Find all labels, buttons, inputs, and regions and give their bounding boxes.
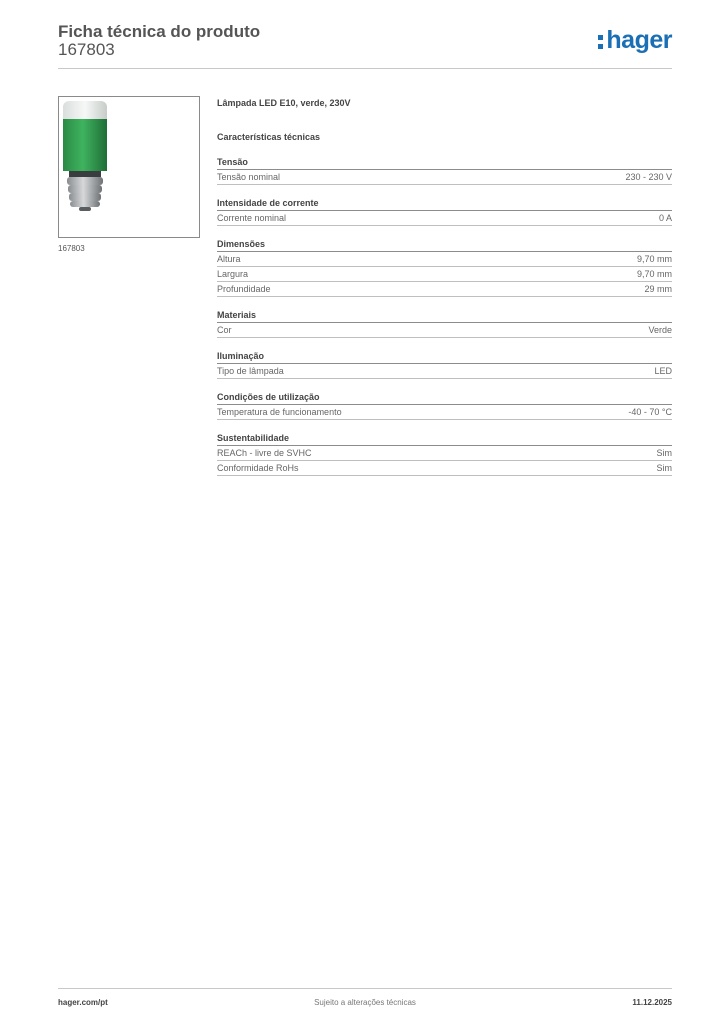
- spec-group-title: Iluminação: [217, 349, 672, 364]
- spec-label: Temperatura de funcionamento: [217, 407, 342, 417]
- spec-value: 0 A: [658, 213, 672, 223]
- footer-divider: [58, 988, 672, 989]
- logo-text: hager: [606, 26, 672, 54]
- spec-row: [217, 323, 672, 338]
- spec-label: Cor: [217, 325, 232, 335]
- image-caption: 167803: [58, 244, 85, 253]
- product-name: Lâmpada LED E10, verde, 230V: [217, 98, 351, 108]
- spec-label: Altura: [217, 254, 241, 264]
- hager-logo: [598, 26, 672, 55]
- page-footer: [58, 998, 672, 1010]
- footer-date: 11.12.2025: [632, 998, 672, 1007]
- spec-value: 9,70 mm: [636, 254, 672, 264]
- spec-label: Conformidade RoHs: [217, 463, 299, 473]
- spec-row: [217, 170, 672, 185]
- spec-label: Profundidade: [217, 284, 271, 294]
- document-title: Ficha técnica do produto: [58, 22, 261, 41]
- product-code: 167803: [58, 40, 115, 59]
- spec-value: -40 - 70 °C: [628, 407, 672, 417]
- spec-label: Tensão nominal: [217, 172, 281, 182]
- spec-row: [217, 364, 672, 379]
- spec-group-title: Tensão: [217, 155, 672, 170]
- spec-label: REACh - livre de SVHC: [217, 448, 312, 458]
- spec-content: [217, 96, 672, 476]
- spec-group-title: Sustentabilidade: [217, 431, 672, 446]
- spec-value: Verde: [648, 325, 672, 335]
- footer-notice: Sujeito a alterações técnicas: [314, 998, 416, 1007]
- specs-title: Características técnicas: [217, 132, 321, 142]
- spec-row: [217, 267, 672, 282]
- spec-group-title: Materiais: [217, 308, 672, 323]
- product-image: [58, 96, 200, 238]
- spec-row: [217, 405, 672, 420]
- spec-label: Corrente nominal: [217, 213, 287, 223]
- spec-group-title: Condições de utilização: [217, 390, 672, 405]
- spec-row: [217, 461, 672, 476]
- page-header: [58, 20, 672, 70]
- footer-website: hager.com/pt: [58, 998, 108, 1007]
- spec-group-title: Intensidade de corrente: [217, 196, 672, 211]
- spec-row: [217, 282, 672, 297]
- spec-value: Sim: [656, 448, 672, 458]
- spec-group-title: Dimensões: [217, 237, 672, 252]
- led-lamp-icon: [59, 97, 199, 237]
- spec-value: 230 - 230 V: [625, 172, 672, 182]
- header-divider: [58, 68, 672, 69]
- spec-row: [217, 446, 672, 461]
- spec-label: Tipo de lâmpada: [217, 366, 284, 376]
- spec-value: 9,70 mm: [636, 269, 672, 279]
- logo-dots-icon: [598, 35, 604, 49]
- spec-row: [217, 211, 672, 226]
- spec-value: 29 mm: [644, 284, 672, 294]
- spec-groups: [217, 155, 672, 476]
- spec-value: Sim: [656, 463, 672, 473]
- spec-row: [217, 252, 672, 267]
- spec-label: Largura: [217, 269, 249, 279]
- spec-value: LED: [654, 366, 672, 376]
